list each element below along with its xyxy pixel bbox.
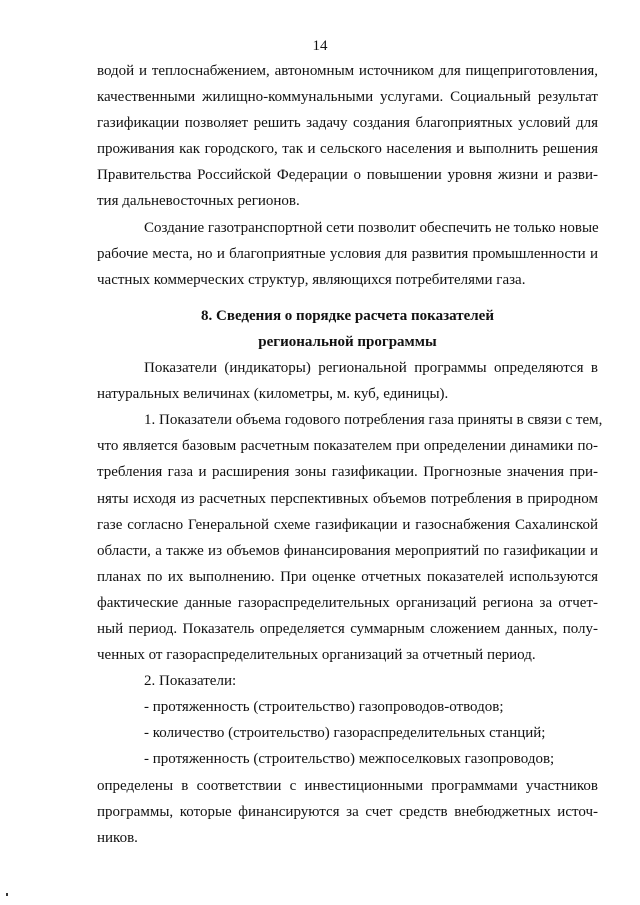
paragraph-line: 2. Показатели: [144,673,237,690]
paragraph-line: определены в соответствии с инвестиционными программами участников [97,777,598,794]
paragraph-line: натуральных величинах (километры, м. куб, единицы). [97,386,449,403]
paragraph-line: проживания как городского, так и сельского населения и выполнить решения [97,141,598,158]
paragraph-line: газе согласно Генеральной схеме газификации и газоснабжения Сахалинской [97,516,598,533]
section-heading-line: региональной программы [258,333,437,350]
paragraph-line: рабочие места, но и благоприятные условия для развития промышленности и [97,245,598,262]
paragraph-line: няты исходя из расчетных перспективных объемов потребления в природном [97,490,598,507]
paragraph-line: Показатели (индикаторы) региональной программы определяются в [144,360,598,377]
paragraph-line: тия дальневосточных регионов. [97,193,300,210]
scan-artifact [6,893,8,896]
paragraph-line: частных коммерческих структур, являющихся потребителями газа. [97,271,526,288]
paragraph-line: Правительства Российской Федерации о повышении уровня жизни и разви- [97,167,598,184]
paragraph-line: газификации позволяет решить задачу создания благоприятных условий для [97,115,598,132]
section-heading-line: 8. Сведения о порядке расчета показателей [201,307,494,324]
paragraph-line: планах по их выполнению. При оценке отчетных показателей используются [97,568,598,585]
paragraph-line: - протяженность (строительство) межпоселковых газопроводов; [144,751,555,768]
paragraph-line: требления газа и расширения зоны газификации. Прогнозные значения при- [97,464,598,481]
paragraph-line: 1. Показатели объема годового потребления газа приняты в связи с тем, [144,412,603,429]
paragraph-line: области, а также из объемов финансирования мероприятий по газификации и [97,542,598,559]
paragraph-line: что является базовым расчетным показателем при определении динамики по- [97,438,598,455]
document-body [97,58,603,851]
paragraph-line: ный период. Показатель определяется суммарным сложением данных, полу- [97,620,598,637]
paragraph-line: водой и теплоснабжением, автономным источником для пищеприготовления, [97,63,598,79]
paragraph-line: - количество (строительство) газораспределительных станций; [144,725,546,742]
paragraph-line: ников. [97,829,138,846]
paragraph-line: программы, которые финансируются за счет средств внебюджетных источ- [97,803,598,820]
paragraph-line: Создание газотранспортной сети позволит обеспечить не только новые [144,219,599,236]
paragraph-line: качественными жилищно-коммунальными услугами. Социальный результат [97,89,598,106]
paragraph-line: - протяженность (строительство) газопроводов-отводов; [144,699,504,716]
page-number: 14 [312,38,328,54]
paragraph-line: фактические данные газораспределительных организаций региона за отчет- [97,594,598,611]
paragraph-line: ченных от газораспределительных организаций за отчетный период. [97,647,536,664]
